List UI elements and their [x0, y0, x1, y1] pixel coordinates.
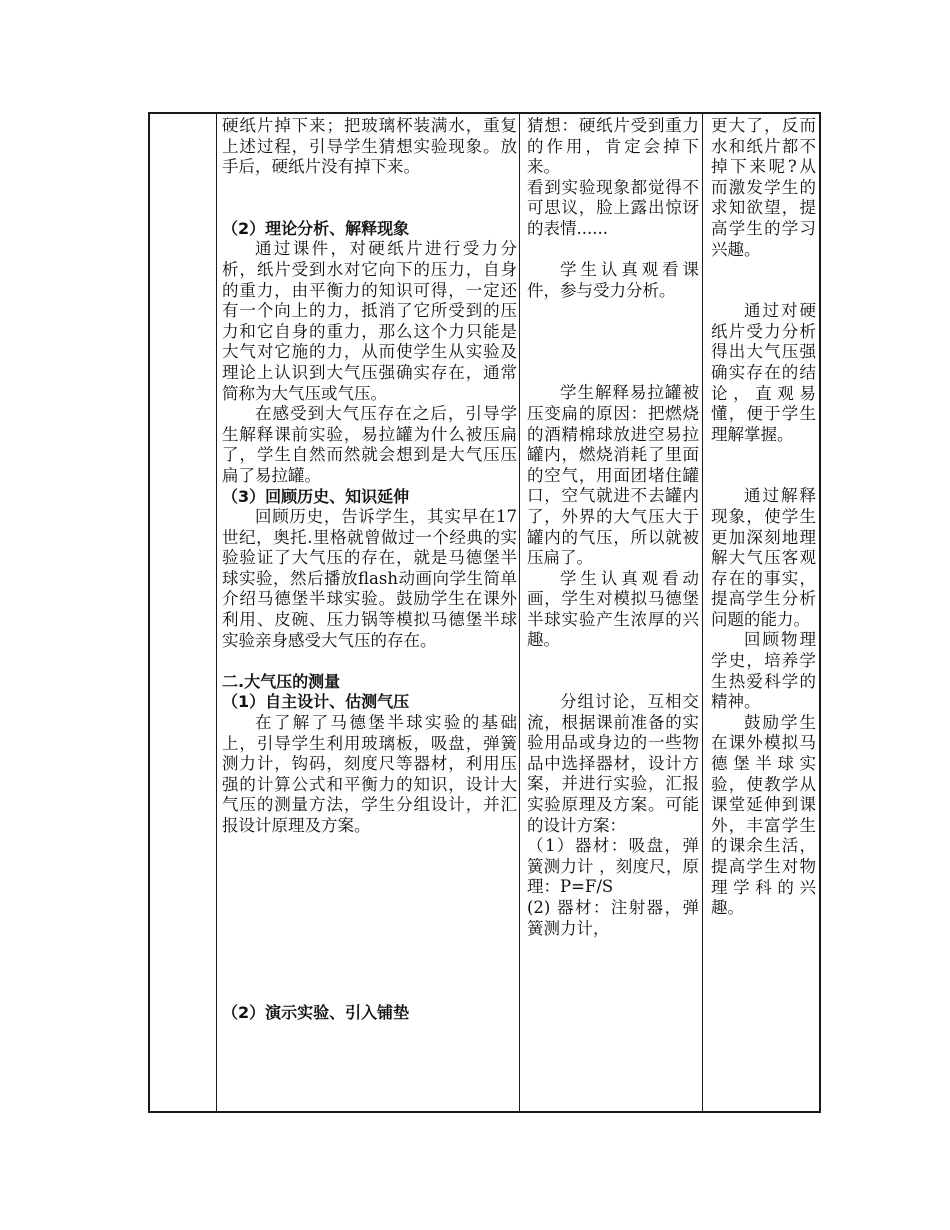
- design-paragraph: 在了解了马德堡半球实验的基础上，引导学生利用玻璃板，吸盘，弹簧测力计，钩码，刻度尺等器材，利用压强的计算公式和平衡力的知识，设计大气压的测量方法，学生分组设计，并汇报设计原理及方案。: [222, 713, 517, 835]
- watch-animation-paragraph: 学生认真观看动画，学生对模拟马德堡半球实验产生浓厚的兴趣。: [527, 568, 699, 650]
- intent-paragraph-4: 回顾物理学史，培养学生热爱科学的精神。: [711, 630, 816, 712]
- group-discussion-paragraph: 分组讨论，互相交流，根据课前准备的实验用品或身边的一些物品中选择器材，设计方案，并进行实验，汇报实验原理及方案。可能的设计方案：: [527, 692, 699, 835]
- section-2-heading: 二.大气压的测量: [222, 671, 341, 691]
- lesson-plan-table: [148, 112, 821, 1113]
- intro-paragraph: 硬纸片掉下来；把玻璃杯装满水，重复上述过程，引导学生猜想实验现象。放手后，硬纸片没有掉下来。: [222, 116, 517, 177]
- surprise-paragraph: 看到实验现象都觉得不可思议，脸上露出惊讶的表情......: [527, 177, 699, 238]
- teaching-process-cell: [217, 114, 519, 1111]
- history-paragraph: 回顾历史，告诉学生，其实早在17世纪，奥托.里格就曾做过一个经典的实验验证了大气压的存在，就是马德堡半球实验，然后播放flash动画向学生简单介绍马德堡半球实验。鼓励学生在课外利用、皮碗、压力锅等模拟马德堡半球实验亲身感受大气压的存在。: [222, 507, 517, 650]
- guess-paragraph: 猜想：硬纸片受到重力的作用，肯定会掉下来。: [527, 116, 699, 177]
- design-intent-cell: [703, 114, 819, 1111]
- history-heading: （3）回顾历史、知识延伸: [222, 486, 410, 506]
- design-heading: （1）自主设计、估测气压: [222, 692, 410, 712]
- watch-courseware-paragraph: 学生认真观看课件，参与受力分析。: [527, 260, 699, 300]
- theory-paragraph: 通过课件，对硬纸片进行受力分析，纸片受到水对它向下的压力，自身的重力，由平衡力的知识可得，一定还有一个向上的力，抵消了它所受到的压力和它自身的重力，那么这个力只能是大气对它施的力，从而使学生从实验及理论上认识到大气压强确实存在，通常简称为大气压或气压。: [222, 239, 517, 403]
- demo-heading: （2）演示实验、引入铺垫: [222, 1002, 410, 1022]
- design-option-2: (2) 器材：注射器，弹簧测力计，: [527, 898, 699, 938]
- intent-paragraph-5: 鼓励学生在课外模拟马德堡半球实验，使教学从课堂延伸到课外，丰富学生的课余生活，提高学生对物理学科的兴趣。: [711, 712, 816, 918]
- can-explanation-paragraph: 在感受到大气压存在之后，引导学生解释课前实验，易拉罐为什么被压扁了，学生自然而然就会想到是大气压压扁了易拉罐。: [222, 404, 517, 485]
- design-option-1: （1）器材：吸盘，弹簧测力计 ，刻度尺，原理：P=F/S: [527, 836, 699, 897]
- intent-paragraph-1: 更大了，反而水和纸片都不掉下来呢?从而激发学生的求知欲望，提高学生的学习兴趣。: [711, 116, 816, 259]
- intent-paragraph-2: 通过对硬纸片受力分析得出大气压强确实存在的结论，直观易懂，便于学生理解掌握。: [711, 301, 816, 444]
- section-label-cell: [150, 114, 216, 1111]
- intent-paragraph-3: 通过解释现象，使学生更加深刻地理解大气压客观存在的事实，提高学生分析问题的能力。: [711, 486, 816, 629]
- student-activity-cell: [520, 114, 702, 1111]
- theory-heading: （2）理论分析、解释现象: [222, 218, 410, 238]
- explain-can-paragraph: 学生解释易拉罐被压变扁的原因：把燃烧的酒精棉球放进空易拉罐内，燃烧消耗了里面的空气，用面团堵住罐口，空气就进不去罐内了，外界的大气压大于罐内的气压，所以就被压扁了。: [527, 383, 699, 568]
